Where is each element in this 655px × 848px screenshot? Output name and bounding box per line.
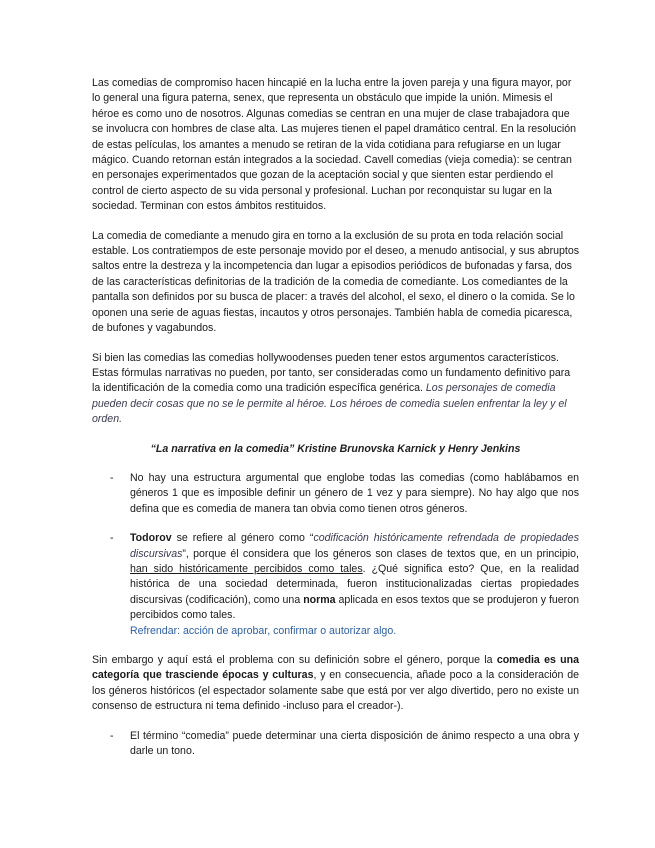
bullet-item-estructura <box>92 471 579 517</box>
section-heading: “La narrativa en la comedia” Kristine Brunovska Karnick y Henry Jenkins <box>150 442 521 455</box>
paragraph-sin-embargo <box>92 653 579 715</box>
paragraph-hollywood <box>92 351 579 428</box>
bullet-list-2 <box>92 729 579 760</box>
paragraph-hollywood-italic: Los personajes de comedia pueden decir cosas que no se le permite al héroe. Los héroes de comedia suelen enfrentar la ley y el orden. <box>92 382 567 426</box>
comedia-bold: comedia es una categoría que trasciende épocas y culturas <box>92 654 579 682</box>
bullet-dash: - <box>110 532 114 545</box>
paragraph-compromiso: Las comedias de compromiso hacen hincapié en la lucha entre la joven pareja y una figura mayor, por lo general una figura paterna, senex, que representa un obstáculo que impide la unión. Mimesis el héroe es como uno de nosotros. Algunas comedias se centran en una mujer de clase trabajadora que se involucra con hombres de clase alta. Las mujeres tienen el papel dramático central. En la resolución de estas películas, los amantes a menudo se retiran de la vida cotidiana para refugiarse en un lugar mágico. Cuando retornan están integrados a la sociedad. Cavell comedias (vieja comedia): se centran en personajes experimentados que gozan de la aceptación social y que sienten estar perdiendo el control de cierto aspecto de su vida personal y profesional. Luchan por reconquistar su lugar en la sociedad. Terminan con estos ámbitos restituidos. <box>92 77 577 213</box>
refrendar-note: Refrendar: acción de aprobar, confirmar o autorizar algo. <box>130 624 397 637</box>
norma-bold: norma <box>303 593 336 606</box>
bullet-dash: - <box>110 729 114 742</box>
bullet-text: No hay una estructura argumental que englobe todas las comedias (como hablábamos en géneros 1 que es imposible definir un género de 1 vez y para siempre). No hay algo que nos defina que es comedia de manera tan obvia como tienen otros géneros. <box>130 471 579 515</box>
bullet-text: El término “comedia” puede determinar una cierta disposición de ánimo respecto a una obra y darle un tono. <box>130 729 579 758</box>
paragraph-comediante: La comedia de comediante a menudo gira en torno a la exclusión de su prota en toda relación social estable. Los contratiempos de este personaje movido por el deseo, a menudo antisocial, y sus abruptos saltos entre la destreza y la incompetencia dan lugar a episodios periódicos de bufonadas y farsa, dos de las características definitorias de la tradición de la comedia de comediante. Los comediantes de la pantalla son definidos por su busca de placer: a través del alcohol, el sexo, el dinero o la comida. Se lo oponen una serie de aguas fiestas, incautos y otros personajes. También habla de comedia picaresca, de bufones y vagabundos. <box>92 229 580 335</box>
bullet-item-todorov <box>92 531 579 639</box>
paragraph-text: Sin embargo y aquí está el problema con su definición sobre el género, porque la <box>92 654 497 666</box>
bullet-text: . ¿Qué significa esto? Que, en la realidad histórica de una sociedad determinada, fueron institucionalizadas ciertas propiedades discursivas (codificación), como una <box>130 562 579 606</box>
bullet-text: se refiere al género como “ <box>171 532 314 545</box>
bullet-item-termino <box>92 729 579 760</box>
bullet-text: aplicada en esos textos que se produjeron y fueron percibidos como tales. <box>130 593 579 622</box>
definition-italic: codificación históricamente refrendada de propiedades discursivas <box>130 532 579 560</box>
paragraph-hollywood-text: Si bien las comedias las comedias hollywoodenses pueden tener estos argumentos característicos. Estas fórmulas narrativas no pueden, por tanto, ser consideradas como un fundamento definitivo para la identificación de la comedia como una tradición específica genérica. <box>92 351 571 395</box>
underlined-phrase: han sido históricamente percibidos como tales <box>130 562 363 575</box>
bullet-list-1 <box>92 471 579 639</box>
bullet-dash: - <box>110 471 114 484</box>
paragraph-text: , y en consecuencia, añade poco a la consideración de los géneros históricos (el espectador solamente sabe que está por ver algo divertido, pero no existe un consenso de estructura ni tema definido -incluso para el creador-). <box>92 669 579 713</box>
bullet-text: ”, porque él considera que los géneros son clases de textos que, en un principio, <box>182 547 579 560</box>
todorov-name: Todorov <box>130 532 172 545</box>
